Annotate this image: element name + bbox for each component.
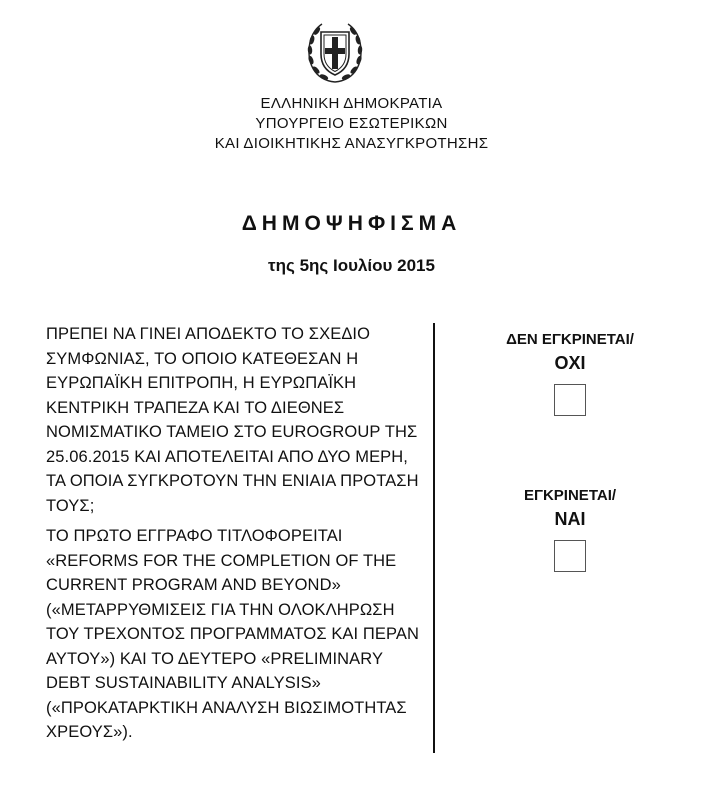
coat-of-arms-icon xyxy=(302,20,368,86)
question-paragraph-2: ΤΟ ΠΡΩΤΟ ΕΓΓΡΑΦΟ ΤΙΤΛΟΦΟΡΕΙΤΑΙ «REFORMS FOR THE COMPLETION OF THE CURRENT PROGRAM AND BEYOND» («ΜΕΤΑΡΡΥΘΜΙΣΕΙΣ ΓΙΑ ΤΗΝ ΟΛΟΚΛΗΡΩΣΗ ΤΟΥ ΤΡΕΧΟΝΤΟΣ ΠΡΟΓΡΑΜΜΑΤΟΣ ΚΑΙ ΠΕΡΑΝ ΑΥΤΟΥ») ΚΑΙ ΤΟ ΔΕΥΤΕΡΟ «PRELIMINARY DEBT SUSTAINABILITY ANALYSIS» («ΠΡΟΚΑΤΑΡΚΤΙΚΗ ΑΝΑΛΥΣΗ ΒΙΩΣΙΜΟΤΗΤΑΣ ΧΡΕΟΥΣ»). xyxy=(46,527,420,741)
option-yes-word: ΝΑΙ xyxy=(554,509,586,529)
question-paragraph-1: ΠΡΕΠΕΙ ΝΑ ΓΙΝΕΙ ΑΠΟΔΕΚΤΟ ΤΟ ΣΧΕΔΙΟ ΣΥΜΦΩΝΙΑΣ, ΤΟ ΟΠΟΙΟ ΚΑΤΕΘΕΣΑΝ Η ΕΥΡΩΠΑΪΚΗ ΕΠΙΤΡΟΠΗ, Η ΕΥΡΩΠΑΪΚΗ ΚΕΝΤΡΙΚΗ ΤΡΑΠΕΖΑ ΚΑΙ ΤΟ ΔΙΕΘΝΕΣ ΝΟΜΙΣΜΑΤΙΚΟ ΤΑΜΕΙΟ ΣΤΟ EUROGROUP ΤΗΣ 25.06.2015 ΚΑΙ ΑΠΟΤΕΛΕΙΤΑΙ ΑΠΟ ΔΥΟ ΜΕΡΗ, ΤΑ ΟΠΟΙΑ ΣΥΓΚΡΟΤΟΥΝ ΤΗΝ ΕΝΙΑΙΑ ΠΡΟΤΑΣΗ ΤΟΥΣ; xyxy=(46,325,419,515)
option-yes-label: ΕΓΚΡΙΝΕΤΑΙ/ xyxy=(523,487,617,504)
option-no xyxy=(470,330,670,416)
column-divider xyxy=(433,323,435,753)
option-yes xyxy=(470,486,670,572)
ballot-title: ΔΗΜΟΨΗΦΙΣΜΑ xyxy=(241,212,462,235)
option-no-checkbox[interactable] xyxy=(554,384,586,416)
referendum-question xyxy=(46,322,422,751)
option-no-word: ΟΧΙ xyxy=(554,353,586,373)
header-line-reconstruction: ΚΑΙ ΔΙΟΙΚΗΤΙΚΗΣ ΑΝΑΣΥΓΚΡΟΤΗΣΗΣ xyxy=(214,135,489,152)
option-no-label: ΔΕΝ ΕΓΚΡΙΝΕΤΑΙ/ xyxy=(506,331,634,348)
ballot-date: της 5ης Ιουλίου 2015 xyxy=(268,256,435,275)
issuer-header xyxy=(0,94,703,154)
header-line-republic: ΕΛΛΗΝΙΚΗ ΔΗΜΟΚΡΑΤΙΑ xyxy=(260,95,443,112)
option-yes-checkbox[interactable] xyxy=(554,540,586,572)
header-line-ministry: ΥΠΟΥΡΓΕΙΟ ΕΣΩΤΕΡΙΚΩΝ xyxy=(255,115,448,132)
